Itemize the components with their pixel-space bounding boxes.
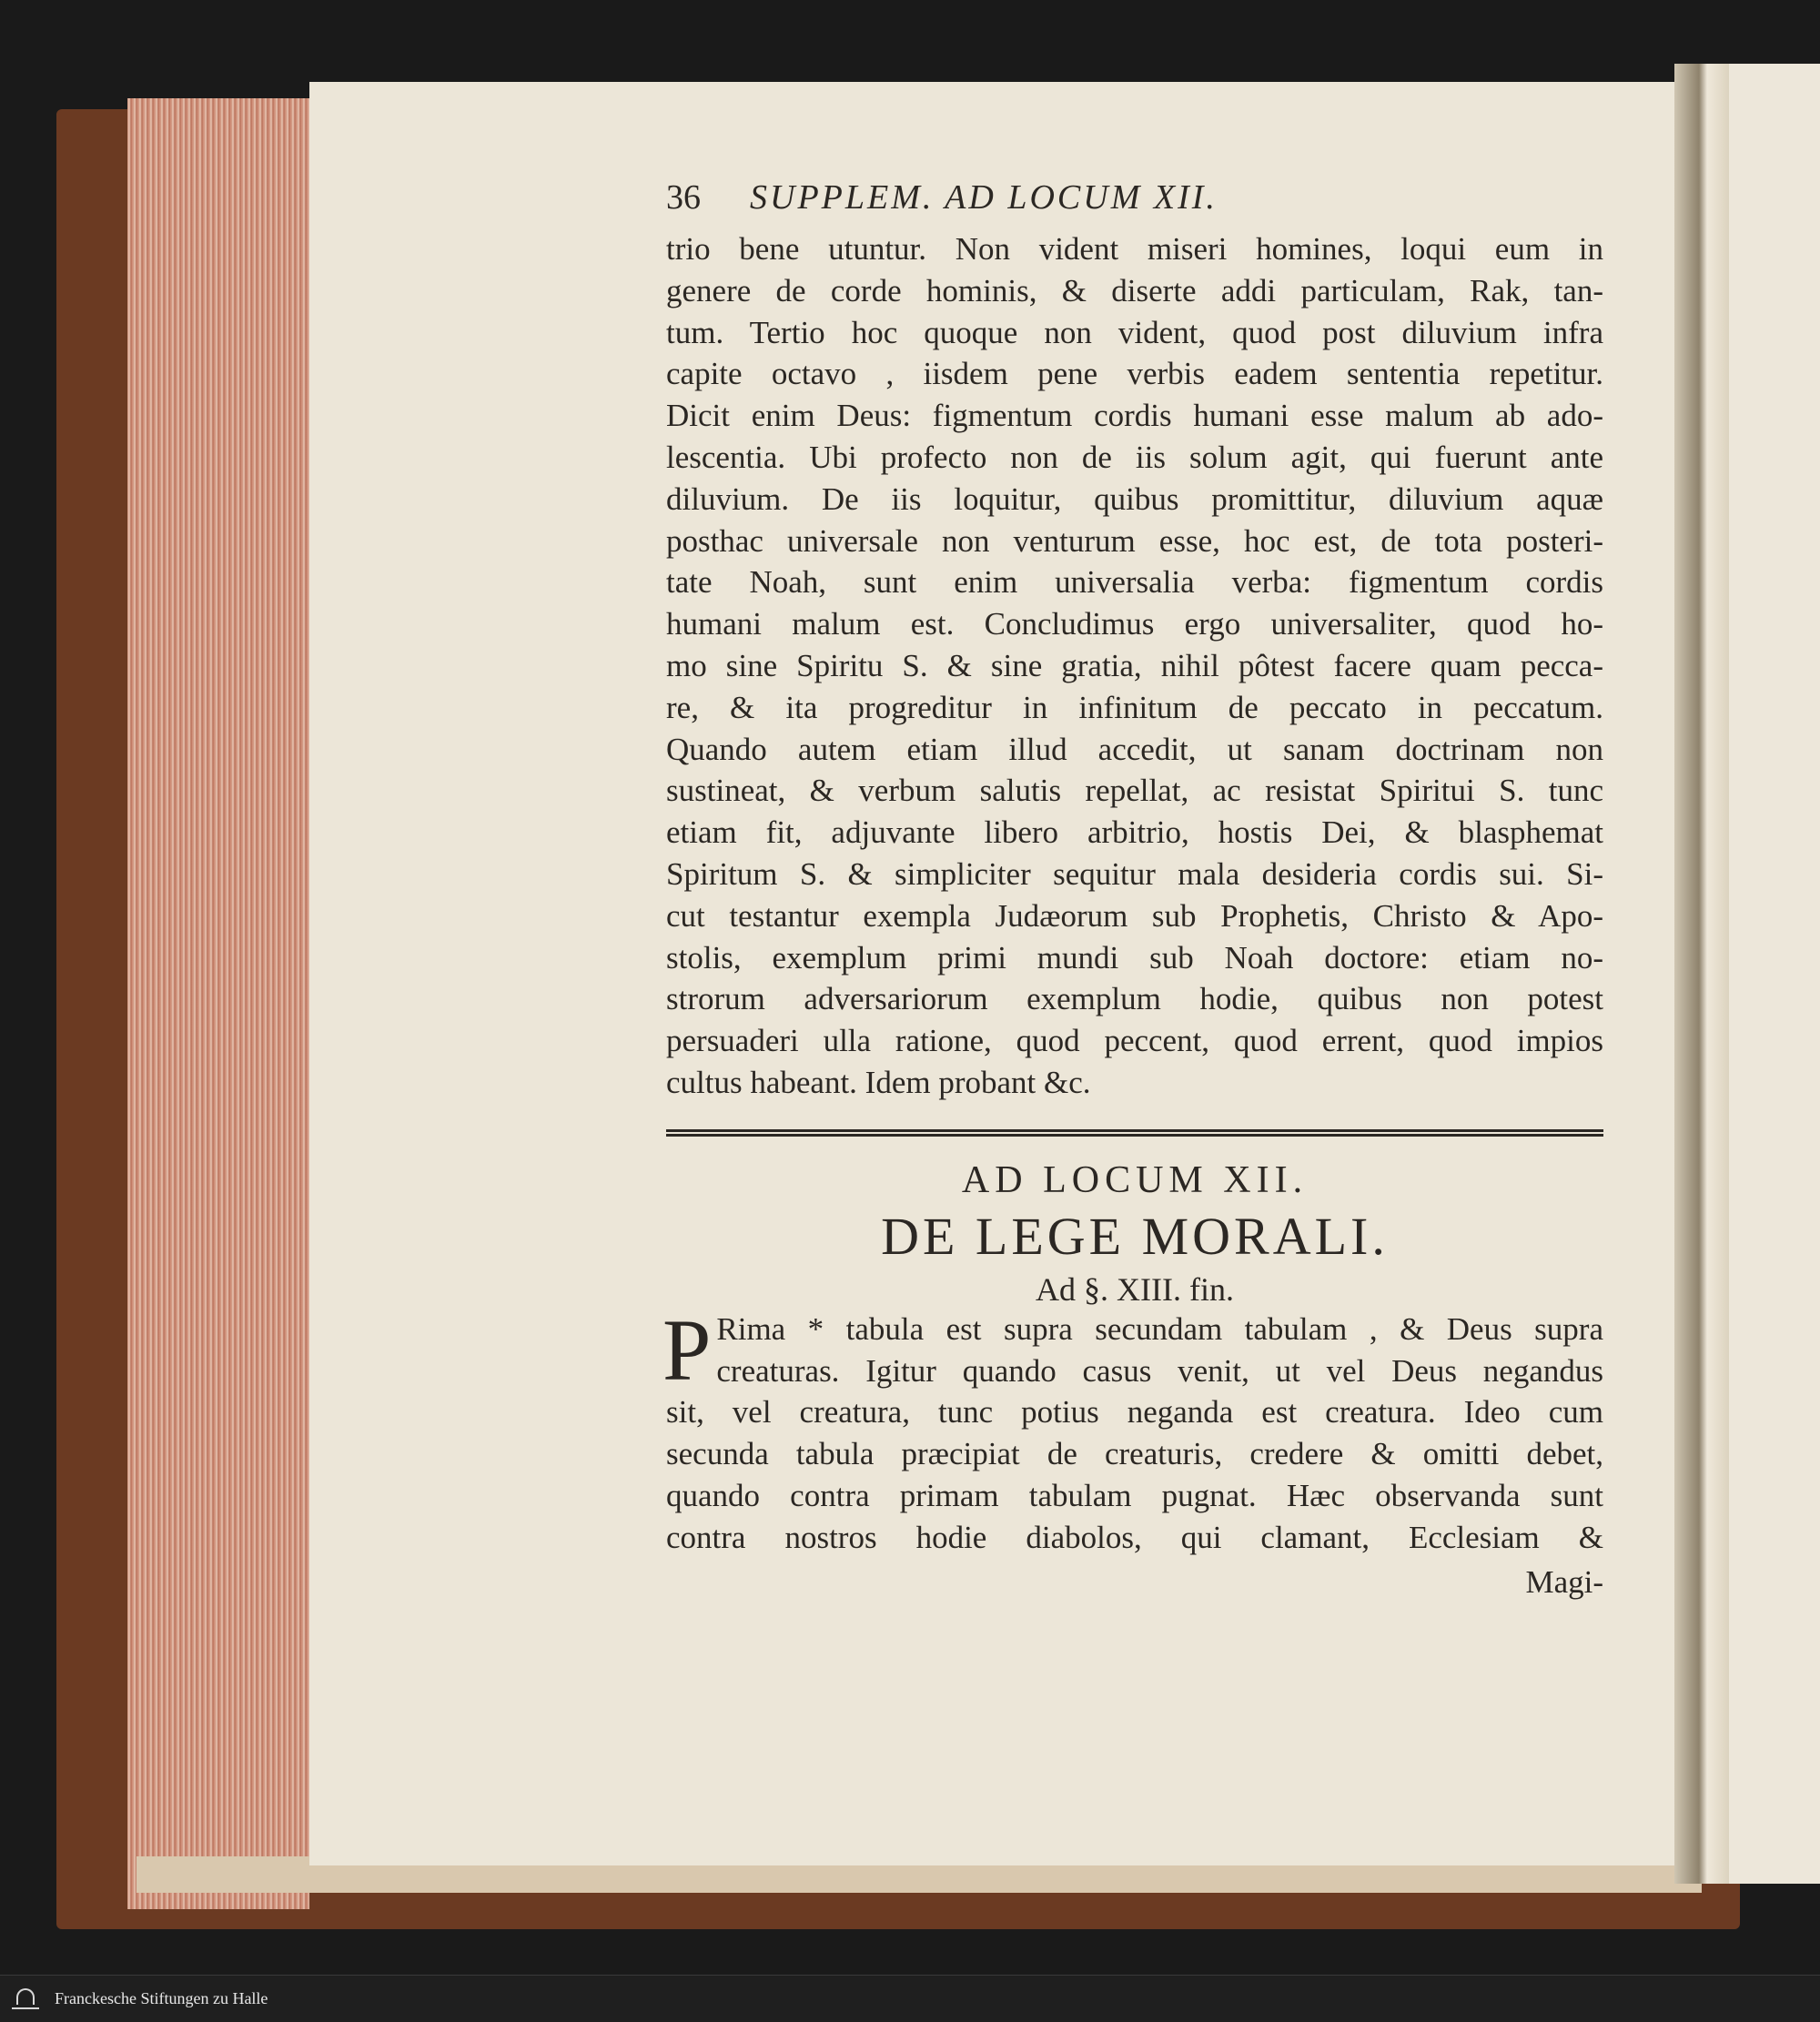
page-header — [666, 177, 1603, 228]
text-line: lescentia. Ubi profecto non de iis solum agit, qui fuerunt ante — [666, 439, 1603, 475]
text-line: tate Noah, sunt enim universalia verba: figmentum cordis — [666, 564, 1603, 601]
right-page-edge — [1729, 64, 1820, 1884]
institution-name: Franckesche Stiftungen zu Halle — [55, 1989, 268, 2007]
text-line: humani malum est. Concludimus ergo universaliter, quod ho- — [666, 606, 1603, 642]
text-line: persuaderi ulla ratione, quod peccent, quod errent, quod impios — [666, 1023, 1603, 1059]
text-line: strorum adversariorum exemplum hodie, quibus non potest — [666, 981, 1603, 1017]
text-line: re, & ita progreditur in infinitum de peccato in peccatum. — [666, 689, 1603, 725]
text-line: sustineat, & verbum salutis repellat, ac resistat Spiritui S. tunc — [666, 773, 1603, 809]
text-line: trio bene utuntur. Non vident miseri homines, loqui eum in — [666, 231, 1603, 267]
text-line: Dicit enim Deus: figmentum cordis humani esse malum ab ado- — [666, 398, 1603, 434]
catchword: Magi- — [1525, 1563, 1603, 1600]
page-number: 36 — [666, 178, 701, 217]
paragraph-1 — [666, 228, 1603, 1104]
text-line: Quando autem etiam illud accedit, ut sanam doctrinam non — [666, 731, 1603, 767]
text-line: stolis, exemplum primi mundi sub Noah doctore: etiam no- — [666, 939, 1603, 976]
paragraph-2 — [662, 1300, 1603, 1559]
running-title: SUPPLEM. AD LOCUM XII. — [750, 178, 1218, 217]
viewer-footer — [0, 1975, 1820, 2022]
text-line: creaturas. Igitur quando casus venit, ut vel Deus negandus — [716, 1352, 1603, 1389]
text-line: cut testantur exempla Judæorum sub Prophetis, Christo & Apo- — [666, 897, 1603, 934]
page-block-edge — [127, 98, 309, 1909]
section-divider — [666, 1129, 1603, 1137]
text-line: mo sine Spiritu S. & sine gratia, nihil pôtest facere quam pecca- — [666, 647, 1603, 683]
section-subtitle: Ad §. XIII. fin. — [1036, 1270, 1234, 1308]
page-content — [662, 177, 1603, 1601]
text-line: genere de corde hominis, & diserte addi particulam, Rak, tan- — [666, 272, 1603, 308]
institution-logo-icon — [5, 1981, 46, 2017]
text-line: Spiritum S. & simpliciter sequitur mala desideria cordis sui. Si- — [666, 855, 1603, 892]
text-line: sit, vel creatura, tunc potius neganda est creatura. Ideo cum — [666, 1394, 1603, 1431]
section-title: DE LEGE MORALI. — [881, 1206, 1389, 1266]
drop-cap: P — [662, 1300, 712, 1399]
text-line: Rima * tabula est supra secundam tabulam , & Deus supra — [716, 1310, 1603, 1347]
text-line: cultus habeant. Idem probant &c. — [666, 1064, 1091, 1100]
text-line: tum. Tertio hoc quoque non vident, quod post diluvium infra — [666, 314, 1603, 350]
text-line: quando contra primam tabulam pugnat. Hæc observanda sunt — [666, 1477, 1603, 1513]
text-line: contra nostros hodie diabolos, qui clamant, Ecclesiam & — [666, 1519, 1603, 1555]
text-line: capite octavo , iisdem pene verbis eadem sententia repetitur. — [666, 356, 1603, 392]
text-line: diluvium. De iis loquitur, quibus promittitur, diluvium aquæ — [666, 480, 1603, 517]
section-locus: AD LOCUM XII. — [961, 1158, 1309, 1201]
text-line: etiam fit, adjuvante libero arbitrio, hostis Dei, & blasphemat — [666, 814, 1603, 851]
text-line: secunda tabula præcipiat de creaturis, credere & omitti debet, — [666, 1436, 1603, 1472]
book-gutter — [1674, 64, 1729, 1884]
text-line: posthac universale non venturum esse, hoc est, de tota posteri- — [666, 522, 1603, 559]
